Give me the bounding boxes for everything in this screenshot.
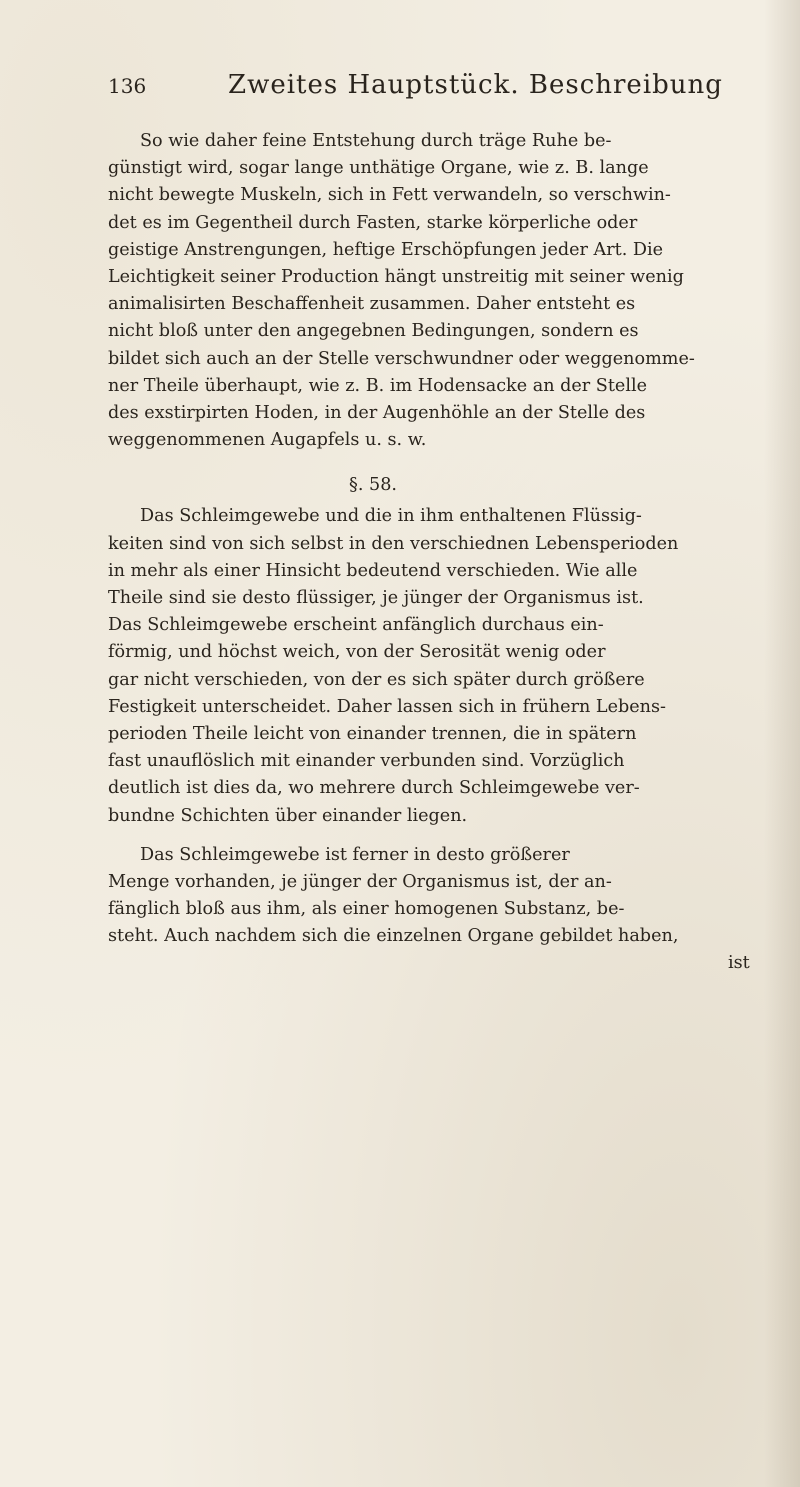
text-line: Das Schleimgewebe und die in ihm enthaltenen Flüssig-	[140, 506, 642, 527]
text-line: det es im Gegentheil durch Fasten, starke körperliche oder	[108, 212, 638, 233]
section-heading: §. 58.	[349, 475, 397, 496]
text-line: geistige Anstrengungen, heftige Erschöpfungen jeder Art. Die	[108, 239, 664, 260]
text-line: steht. Auch nachdem sich die einzelnen Organe gebildet haben,	[108, 926, 679, 947]
text-line: keiten sind von sich selbst in den verschiednen Lebensperioden	[108, 533, 679, 554]
text-line: bildet sich auch an der Stelle verschwundner oder weggenomme-	[108, 348, 695, 369]
paragraph-3	[108, 842, 796, 978]
page-header	[108, 70, 748, 110]
text-line: perioden Theile leicht von einander trennen, die in spätern	[108, 723, 637, 744]
text-line: gar nicht verschieden, von der es sich später durch größere	[108, 669, 645, 690]
text-line: Leichtigkeit seiner Production hängt unstreitig mit seiner wenig	[108, 266, 684, 287]
text-line: deutlich ist dies da, wo mehrere durch Schleimgewebe ver-	[108, 778, 640, 799]
text-line: animalisirten Beschaffenheit zusammen. Daher entsteht es	[108, 294, 636, 315]
text-line: Menge vorhanden, je jünger der Organismus ist, der an-	[108, 871, 612, 892]
text-line: förmig, und höchst weich, von der Serosität wenig oder	[108, 642, 606, 663]
running-head: Zweites Hauptstück. Beschreibung	[228, 70, 723, 100]
text-line: in mehr als einer Hinsicht bedeutend verschieden. Wie alle	[108, 560, 638, 581]
text-line: Festigkeit unterscheidet. Daher lassen sich in frühern Lebens-	[108, 696, 666, 717]
text-line: fänglich bloß aus ihm, als einer homogenen Substanz, be-	[108, 899, 625, 920]
text-line: ner Theile überhaupt, wie z. B. im Hodensacke an der Stelle	[108, 375, 647, 396]
text-line: nicht bewegte Muskeln, sich in Fett verwandeln, so verschwin-	[108, 185, 671, 206]
text-line: nicht bloß unter den angegebnen Bedingungen, sondern es	[108, 321, 639, 342]
catchword: ist	[728, 953, 750, 974]
text-line: bundne Schichten über einander liegen.	[108, 805, 468, 826]
body-text	[108, 128, 796, 978]
paragraph-gap	[108, 830, 796, 842]
text-line: günstigt wird, sogar lange unthätige Organe, wie z. B. lange	[108, 158, 649, 179]
text-line: Theile sind sie desto flüssiger, je jünger der Organismus ist.	[108, 588, 644, 608]
text-line: fast unauflöslich mit einander verbunden sind. Vorzüglich	[108, 751, 625, 772]
paragraph-2	[108, 503, 796, 829]
text-line: Das Schleimgewebe ist ferner in desto größerer	[140, 844, 570, 865]
text-line: So wie daher feine Entstehung durch träge Ruhe be-	[140, 131, 612, 151]
paragraph-1	[108, 128, 796, 454]
page-number: 136	[108, 74, 147, 98]
text-line: Das Schleimgewebe erscheint anfänglich durchaus ein-	[108, 615, 604, 636]
text-line: weggenommenen Augapfels u. s. w.	[108, 430, 427, 451]
text-line: des exstirpirten Hoden, in der Augenhöhle an der Stelle des	[108, 402, 646, 423]
